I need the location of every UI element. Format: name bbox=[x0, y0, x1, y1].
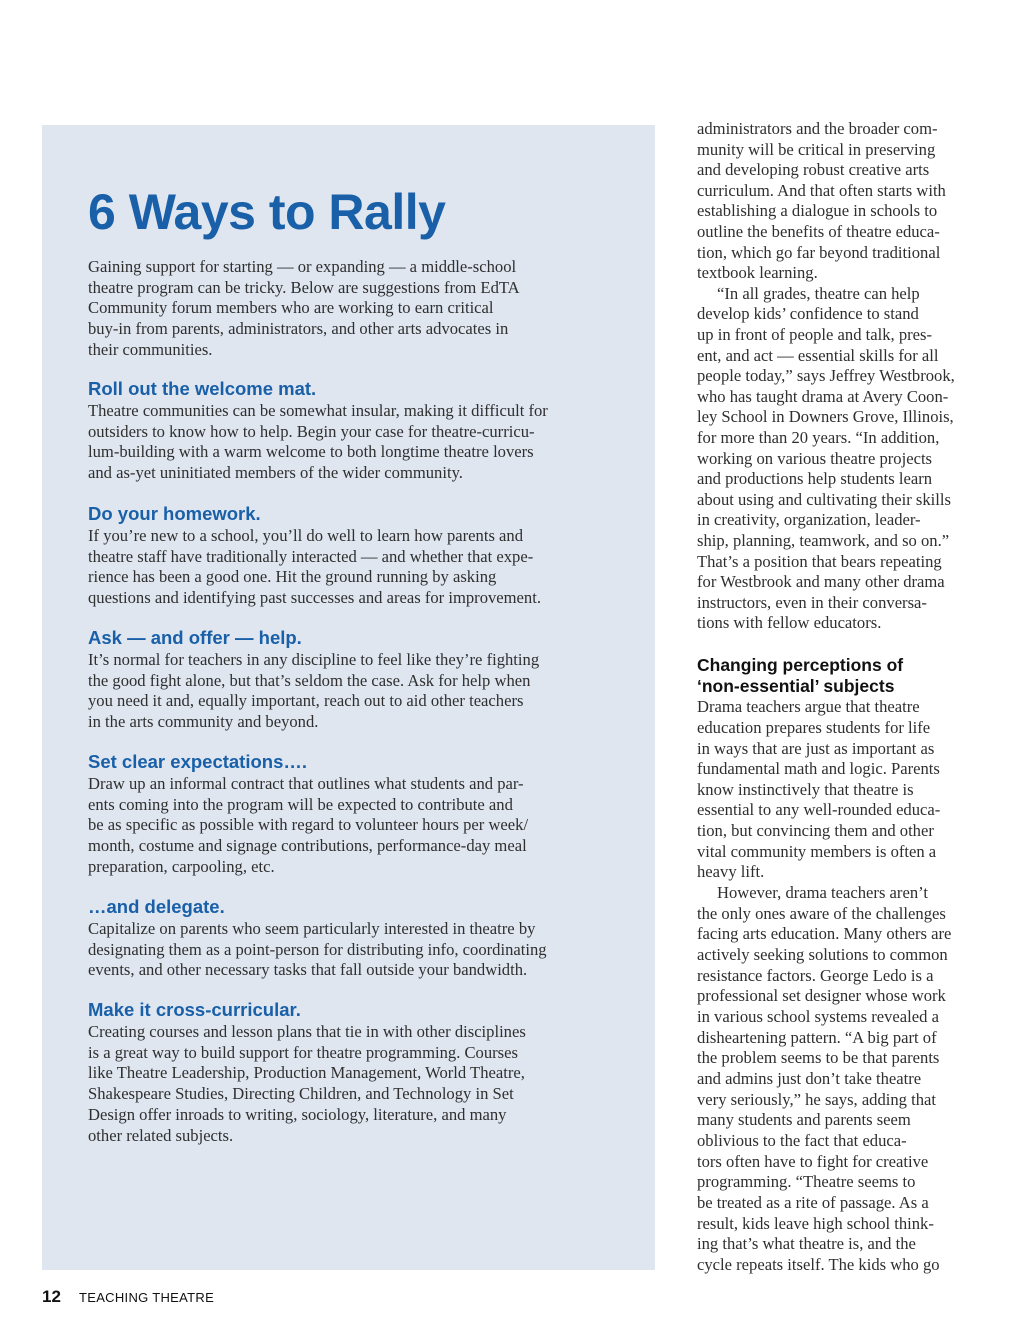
tip-line: theatre staff have traditionally interacted — and whether that expe- bbox=[88, 546, 534, 566]
column-line: working on various theatre projects bbox=[697, 449, 933, 468]
subhead-line: Changing perceptions of bbox=[697, 655, 904, 675]
intro-line: Community forum members who are working to earn critical bbox=[88, 298, 494, 318]
intro-line: their communities. bbox=[88, 339, 213, 359]
column-line: tion, but convincing them and other bbox=[697, 821, 934, 840]
tip-line: be as specific as possible with regard to volunteer hours per week/ bbox=[88, 815, 529, 835]
tip-heading: …and delegate. bbox=[88, 896, 225, 917]
column-line: in various school systems revealed a bbox=[697, 1007, 939, 1026]
column-line: ing that’s what theatre is, and the bbox=[697, 1234, 916, 1253]
column-line: ley School in Downers Grove, Illinois, bbox=[697, 407, 954, 426]
column-line: tion, which go far beyond traditional bbox=[697, 243, 941, 262]
column-line: oblivious to the fact that educa- bbox=[697, 1131, 907, 1150]
column-line: tions with fellow educators. bbox=[697, 613, 882, 632]
tip-line: the good fight alone, but that’s seldom the case. Ask for help when bbox=[88, 670, 531, 690]
column-line: professional set designer whose work bbox=[697, 986, 946, 1005]
publication-name: TEACHING THEATRE bbox=[79, 1290, 215, 1305]
column-line: cycle repeats itself. The kids who go bbox=[697, 1255, 940, 1274]
column-line: That’s a position that bears repeating bbox=[697, 552, 942, 571]
column-line: vital community members is often a bbox=[697, 842, 937, 861]
tip-line: outsiders to know how to help. Begin your case for theatre-curricu- bbox=[88, 421, 535, 441]
column-line: result, kids leave high school think- bbox=[697, 1214, 934, 1233]
column-line: instructors, even in their conversa- bbox=[697, 593, 927, 612]
tip-line: Design offer inroads to writing, sociology, literature, and many bbox=[88, 1104, 507, 1124]
tip-line: Capitalize on parents who seem particularly interested in theatre by bbox=[88, 919, 536, 938]
column-line: about using and cultivating their skills bbox=[697, 490, 951, 509]
column-line: However, drama teachers aren’t bbox=[717, 883, 928, 902]
tip-line: events, and other necessary tasks that fall outside your bandwidth. bbox=[88, 960, 528, 980]
column-line: in ways that are just as important as bbox=[697, 739, 935, 758]
column-line: who has taught drama at Avery Coon- bbox=[697, 387, 949, 406]
sidebar-intro bbox=[88, 257, 613, 361]
column-line: many students and parents seem bbox=[697, 1110, 911, 1129]
tip-line: preparation, carpooling, etc. bbox=[88, 856, 275, 876]
column-line: programming. “Theatre seems to bbox=[697, 1172, 916, 1191]
tip-line: is a great way to build support for theatre programming. Courses bbox=[88, 1042, 518, 1062]
column-line: resistance factors. George Ledo is a bbox=[697, 966, 934, 985]
tip-line: Shakespeare Studies, Directing Children, and Technology in Set bbox=[88, 1084, 514, 1104]
column-line: and productions help students learn bbox=[697, 469, 933, 488]
column-line: establishing a dialogue in schools to bbox=[697, 201, 938, 220]
column-line: actively seeking solutions to common bbox=[697, 945, 948, 964]
sidebar-title: 6 Ways to Rally bbox=[88, 184, 446, 240]
tip-line: Creating courses and lesson plans that tie in with other disciplines bbox=[88, 1022, 526, 1041]
intro-line: Gaining support for starting — or expanding — a middle-school bbox=[88, 257, 517, 276]
column-line: develop kids’ confidence to stand bbox=[697, 304, 919, 323]
subhead-line: ‘non-essential’ subjects bbox=[697, 676, 895, 696]
column-line: “In all grades, theatre can help bbox=[717, 284, 920, 303]
tip-line: If you’re new to a school, you’ll do well to learn how parents and bbox=[88, 526, 524, 545]
intro-line: buy-in from parents, administrators, and other arts advocates in bbox=[88, 319, 509, 339]
column-line: be treated as a rite of passage. As a bbox=[697, 1193, 929, 1212]
tip-line: Draw up an informal contract that outlines what students and par- bbox=[88, 774, 524, 793]
tip-line: month, costume and signage contributions, performance-day meal bbox=[88, 836, 527, 856]
column-line: know instinctively that theatre is bbox=[697, 780, 914, 799]
tip-line: Theatre communities can be somewhat insular, making it difficult for bbox=[88, 401, 548, 420]
column-line: for more than 20 years. “In addition, bbox=[697, 428, 940, 447]
column-line: very seriously,” he says, adding that bbox=[697, 1090, 937, 1109]
column-line: for Westbrook and many other drama bbox=[697, 572, 945, 591]
tip-text bbox=[88, 526, 613, 609]
tip-text bbox=[88, 650, 613, 733]
column-line: and admins just don’t take theatre bbox=[697, 1069, 922, 1088]
tip-line: other related subjects. bbox=[88, 1125, 234, 1145]
column-line: disheartening pattern. “A big part of bbox=[697, 1028, 937, 1047]
column-line: outline the benefits of theatre educa- bbox=[697, 222, 940, 241]
column-line: up in front of people and talk, pres- bbox=[697, 325, 933, 344]
tip-line: like Theatre Leadership, Production Management, World Theatre, bbox=[88, 1063, 525, 1083]
tip-heading: Ask — and offer — help. bbox=[88, 627, 302, 648]
tip-heading: Do your homework. bbox=[88, 503, 261, 524]
column-line: the problem seems to be that parents bbox=[697, 1048, 940, 1067]
tip-line: questions and identifying past successes and areas for improvement. bbox=[88, 588, 541, 608]
tip-heading: Set clear expectations…. bbox=[88, 751, 308, 772]
tip-heading: Make it cross-curricular. bbox=[88, 999, 301, 1020]
column-line: the only ones aware of the challenges bbox=[697, 904, 946, 923]
column-line: essential to any well-rounded educa- bbox=[697, 800, 941, 819]
column-line: in creativity, organization, leader- bbox=[697, 510, 921, 529]
tip-line: in the arts community and beyond. bbox=[88, 712, 319, 732]
tip-text bbox=[88, 774, 613, 878]
column-line: Drama teachers argue that theatre bbox=[697, 697, 920, 716]
column-line: curriculum. And that often starts with bbox=[697, 181, 946, 200]
column-line: people today,” says Jeffrey Westbrook, bbox=[697, 366, 955, 385]
column-line: munity will be critical in preserving bbox=[697, 140, 936, 159]
intro-line: theatre program can be tricky. Below are suggestions from EdTA bbox=[88, 277, 520, 297]
column-line: ship, planning, teamwork, and so on.” bbox=[697, 531, 950, 550]
tip-line: designating them as a point-person for distributing info, coordinating bbox=[88, 939, 547, 959]
tip-text bbox=[88, 1022, 613, 1146]
column-line: administrators and the broader com- bbox=[697, 119, 938, 138]
tip-heading: Roll out the welcome mat. bbox=[88, 378, 317, 399]
column-line: ent, and act — essential skills for all bbox=[697, 346, 939, 365]
tip-line: ents coming into the program will be expected to contribute and bbox=[88, 794, 513, 814]
column-line: textbook learning. bbox=[697, 263, 818, 282]
tip-text bbox=[88, 401, 613, 484]
column-line: education prepares students for life bbox=[697, 718, 931, 737]
column-line: and developing robust creative arts bbox=[697, 160, 930, 179]
column-line: tors often have to fight for creative bbox=[697, 1152, 929, 1171]
page-number: 12 bbox=[42, 1287, 61, 1306]
tip-line: lum-building with a warm welcome to both longtime theatre lovers bbox=[88, 442, 534, 462]
tip-line: you need it and, equally important, reach out to aid other teachers bbox=[88, 691, 524, 711]
column-line: heavy lift. bbox=[697, 862, 765, 881]
tip-text bbox=[88, 919, 613, 981]
tip-line: It’s normal for teachers in any discipline to feel like they’re fighting bbox=[88, 650, 540, 669]
tip-line: and as-yet uninitiated members of the wider community. bbox=[88, 463, 463, 483]
column-line: facing arts education. Many others are bbox=[697, 924, 952, 943]
column-line: fundamental math and logic. Parents bbox=[697, 759, 940, 778]
tip-line: rience has been a good one. Hit the ground running by asking bbox=[88, 567, 497, 587]
